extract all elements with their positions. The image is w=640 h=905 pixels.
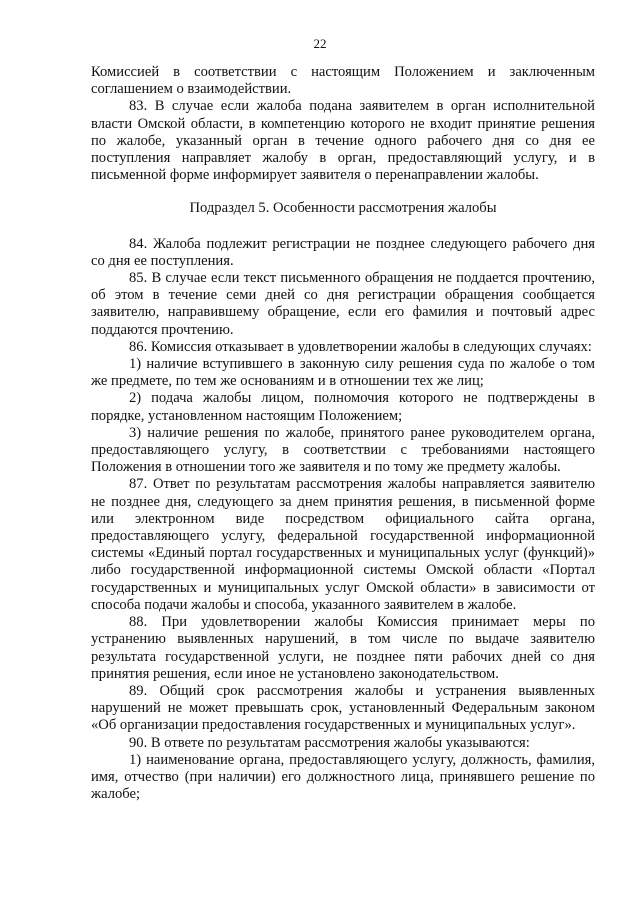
paragraph-continued: Комиссией в соответствии с настоящим Положением и заключенным соглашением о взаимодействии. bbox=[91, 64, 595, 98]
paragraph-86-item-3: 3) наличие решения по жалобе, принятого ранее руководителем органа, предоставляющего услугу, в соответствии с требованиями настоящего Положения в отношении того же заявителя и по тому же предмету жалобы. bbox=[91, 424, 595, 476]
subsection-title: Подраздел 5. Особенности рассмотрения жалобы bbox=[189, 200, 497, 217]
document-body bbox=[91, 64, 595, 803]
paragraph-83: 83. В случае если жалоба подана заявителем в орган исполнительной власти Омской области, в компетенцию которого не входит принятие решения по жалобе, указанный орган в течение одного рабочего дня со дня ее поступления направляет жалобу в орган, предоставляющий услугу, и в письменной форме информирует заявителя о перенаправлении жалобы. bbox=[91, 98, 595, 184]
paragraph-86-item-2: 2) подача жалобы лицом, полномочия которого не подтверждены в порядке, установленном настоящим Положением; bbox=[91, 390, 595, 424]
paragraph-90: 90. В ответе по результатам рассмотрения жалобы указываются: bbox=[129, 734, 530, 751]
paragraph-90-item-1: 1) наименование органа, предоставляющего услугу, должность, фамилия, имя, отчество (при наличии) его должностного лица, принявшего решение по жалобе; bbox=[91, 751, 595, 803]
paragraph-86-item-1: 1) наличие вступившего в законную силу решения суда по жалобе о том же предмете, по тем же основаниям и в отношении тех же лиц; bbox=[91, 356, 595, 390]
paragraph-89: 89. Общий срок рассмотрения жалобы и устранения выявленных нарушений не может превышать срок, установленный Федеральным законом «Об организации предоставления государственных и муниципальных услуг». bbox=[91, 682, 595, 734]
page-number: 22 bbox=[313, 36, 327, 51]
paragraph-84: 84. Жалоба подлежит регистрации не позднее следующего рабочего дня со дня ее поступления. bbox=[91, 235, 595, 269]
paragraph-88: 88. При удовлетворении жалобы Комиссия принимает меры по устранению выявленных нарушений, в том числе по выдаче заявителю результата государственной услуги, не позднее пяти рабочих дней со дня принятия решения, если иное не установлено законодательством. bbox=[91, 614, 595, 682]
paragraph-86: 86. Комиссия отказывает в удовлетворении жалобы в следующих случаях: bbox=[129, 338, 592, 355]
paragraph-87: 87. Ответ по результатам рассмотрения жалобы направляется заявителю не позднее дня, следующего за днем принятия решения, в письменной форме или электронном виде посредством официального сайта органа, предоставляющего услугу, федеральной государственной информационной системы «Единый портал государственных и муниципальных услуг (функций)» либо государственной информационной системы Омской области «Портал государственных и муниципальных услуг Омской области» в зависимости от способа подачи жалобы и способа, указанного заявителем в жалобе. bbox=[91, 476, 595, 613]
paragraph-85: 85. В случае если текст письменного обращения не поддается прочтению, об этом в течение семи дней со дня регистрации обращения сообщается заявителю, направившему обращение, если его фамилия и почтовый адрес поддаются прочтению. bbox=[91, 270, 595, 338]
